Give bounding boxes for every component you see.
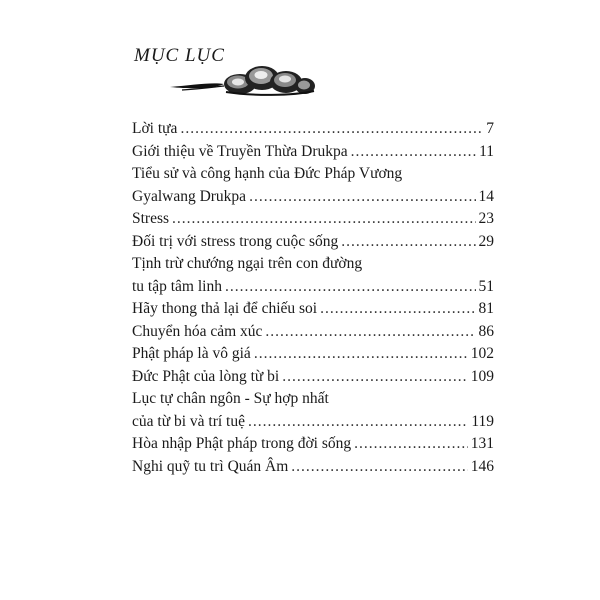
toc-page-number: 131 [470,435,494,452]
toc-page-number: 102 [470,345,494,362]
toc-entry [132,141,494,164]
toc-entry [132,186,494,209]
toc-entry-title: tu tập tâm linh [132,277,222,295]
toc-leader-dots [291,456,467,479]
toc-page-number: 23 [478,210,494,227]
toc-leader-dots [180,118,483,141]
toc-leader-dots [254,343,468,366]
toc-entry-title: Stress [132,210,170,227]
page-title: MỤC LỤC [134,45,225,66]
toc-entry [132,456,494,479]
toc-entry [132,231,494,254]
toc-page-number: 29 [478,232,494,250]
toc-entry [132,366,494,389]
toc-entry-title: Tiểu sử và công hạnh của Đức Pháp Vương [132,165,403,182]
toc-entry-title: Lục tự chân ngôn - Sự hợp nhất [132,390,329,407]
toc-entry [132,163,494,186]
toc-leader-dots [282,366,468,389]
toc-entry [132,321,494,344]
toc-page-number: 109 [470,367,494,385]
toc-page-number: 86 [478,322,494,340]
toc-entry-title: Nghi quỹ tu trì Quán Âm [132,457,289,475]
toc-entry [132,276,494,299]
toc-leader-dots [320,298,475,321]
table-of-contents [132,118,494,478]
toc-entry-title: Gyalwang Drukpa [132,187,247,205]
toc-leader-dots [265,321,475,344]
toc-leader-dots [248,411,468,434]
toc-page-number: 7 [486,120,494,137]
toc-entry-title: Hòa nhập Phật pháp trong đời sống [132,435,352,452]
toc-leader-dots [354,433,468,456]
toc-leader-dots [172,208,475,231]
toc-entry [132,298,494,321]
toc-entry [132,253,494,276]
cloud-ornament-icon [162,60,322,100]
toc-entry [132,411,494,434]
toc-leader-dots [341,231,475,254]
toc-entry-title: Hãy thong thả lại để chiếu soi [132,300,318,317]
toc-entry [132,343,494,366]
toc-page-number: 81 [478,300,494,317]
toc-entry [132,433,494,456]
toc-entry-title: của từ bi và trí tuệ [132,412,245,430]
toc-entry [132,388,494,411]
toc-leader-dots [351,141,476,164]
toc-entry [132,118,494,141]
toc-entry-title: Lời tựa [132,120,178,137]
toc-page-number: 14 [478,187,494,205]
toc-entry-title: Đối trị với stress trong cuộc sống [132,232,339,250]
toc-page-number: 146 [470,457,494,475]
toc-leader-dots [225,276,476,299]
toc-entry [132,208,494,231]
toc-entry-title: Tịnh trừ chướng ngại trên con đường [132,255,363,272]
toc-entry-title: Đức Phật của lòng từ bi [132,367,280,385]
toc-entry-title: Chuyển hóa cảm xúc [132,322,263,340]
toc-leader-dots [249,186,475,209]
toc-page-number: 11 [479,142,494,160]
toc-entry-title: Phật pháp là vô giá [132,345,251,362]
toc-page-number: 51 [478,277,494,295]
toc-page-number: 119 [471,412,494,430]
toc-entry-title: Giới thiệu về Truyền Thừa Drukpa [132,142,348,160]
